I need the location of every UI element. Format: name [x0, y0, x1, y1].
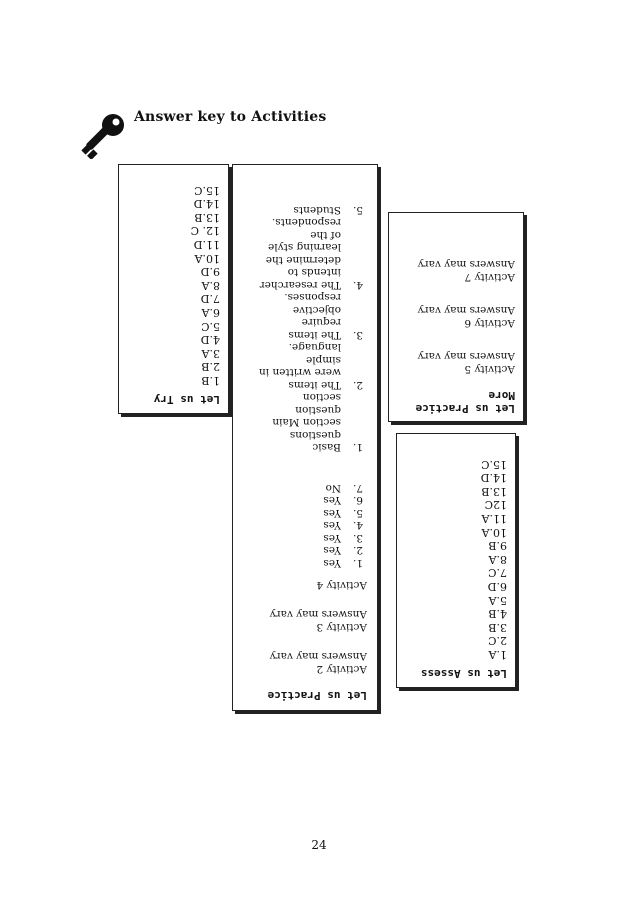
item-number: 3.: [352, 532, 363, 544]
answer-item: 11.A: [481, 512, 507, 526]
page-number: 24: [311, 838, 327, 852]
let-us-practice-heading: Let us Practice: [267, 689, 367, 702]
list-item: [239, 482, 363, 495]
let-us-assess-heading: Let us Assess: [420, 667, 507, 680]
answer-item: 13.B: [481, 484, 507, 498]
let-us-try-heading: Let us Try: [153, 393, 220, 406]
item-text: No: [325, 482, 341, 494]
answer-item: 9.B: [488, 539, 507, 553]
list-item: [239, 519, 363, 532]
item-text: Yes: [323, 494, 341, 507]
answer-item: 11.D: [193, 238, 220, 252]
let-us-practice-box: [232, 164, 378, 711]
answer-item: 12C: [484, 498, 507, 512]
list-item: [239, 532, 363, 545]
answer-item: 7.D: [200, 292, 220, 306]
activity-title: Activity 5: [464, 363, 515, 375]
answer-item: 6.A: [201, 306, 220, 320]
answer-item: 3.A: [201, 346, 220, 360]
item-number: 3.: [352, 329, 363, 341]
let-us-practice-more-box: [388, 212, 524, 422]
list-item: [239, 557, 363, 570]
answer-item: 3.B: [488, 620, 507, 634]
key-icon: [79, 113, 125, 159]
item-text: Yes: [323, 557, 341, 569]
answer-item: 14.D: [193, 197, 220, 211]
list-item: [239, 494, 363, 507]
activity-answer: Answers may vary: [417, 258, 515, 270]
activity-title: Activity 7: [464, 271, 515, 283]
let-us-assess-box: [396, 433, 516, 688]
list-item: [239, 544, 363, 557]
list-item: [259, 341, 363, 391]
list-item: [259, 291, 363, 341]
answer-item: 1.A: [488, 648, 507, 661]
answer-item: 8.A: [488, 552, 507, 566]
item-text: Students: [293, 204, 341, 216]
item-text: Basic questions section Main question section: [272, 391, 341, 454]
item-number: 4.: [352, 279, 363, 291]
activity-2-answer: Answers may vary: [269, 650, 367, 662]
answer-item: 4.B: [488, 607, 507, 621]
item-number: 1.: [352, 441, 363, 454]
item-number: 1.: [352, 557, 363, 569]
page-title: Answer key to Activities: [134, 109, 327, 125]
item-text: Yes: [323, 544, 341, 557]
activity-4-list: [239, 482, 367, 570]
list-item: [259, 216, 363, 291]
item-number: 6.: [352, 494, 363, 507]
answer-item: 15.C: [194, 183, 220, 197]
activity-answer: Answers may vary: [417, 350, 515, 362]
activity-answer: Answers may vary: [417, 304, 515, 316]
item-text: Yes: [323, 507, 341, 519]
answer-item: 1.B: [201, 374, 220, 387]
let-us-try-answers: [125, 183, 220, 387]
let-us-assess-answers: [403, 457, 507, 661]
item-text: The items require objective responses.: [284, 291, 341, 341]
answer-item: 10.A: [481, 525, 507, 539]
answer-item: 8.A: [201, 278, 220, 292]
activity-2-title: Activity 2: [316, 663, 367, 675]
list-item: [259, 204, 363, 217]
answer-item: 13.B: [194, 210, 220, 224]
answer-item: 2.B: [201, 360, 220, 374]
explanation-list: [259, 204, 367, 454]
list-item: [259, 391, 363, 454]
list-item: [239, 507, 363, 520]
item-number: 4.: [352, 519, 363, 532]
answer-item: 2.C: [488, 634, 507, 648]
answer-item: 7.C: [488, 566, 507, 580]
answer-item: 5.C: [201, 319, 220, 333]
practice-more-activities: [397, 257, 515, 375]
answer-item: 4.D: [200, 333, 220, 347]
let-us-try-box: [118, 164, 229, 414]
item-number: 5.: [352, 204, 363, 216]
activity-title: Activity 6: [464, 317, 515, 329]
item-number: 2.: [352, 379, 363, 391]
item-number: 2.: [352, 544, 363, 557]
activity-3-title: Activity 3: [316, 621, 367, 633]
item-text: Yes: [323, 519, 341, 532]
item-number: 5.: [352, 507, 363, 519]
item-text: The items were written in simple language.: [258, 341, 341, 391]
activity-4-title: Activity 4: [316, 579, 367, 591]
answer-item: 5.A: [488, 593, 507, 607]
item-number: 7.: [352, 482, 363, 494]
answer-item: 9.D: [200, 265, 220, 279]
answer-item: 6.D: [487, 580, 507, 594]
answer-item: 10.A: [194, 251, 220, 265]
item-text: The researcher intends to determine the learning style of the respondents.: [259, 216, 341, 291]
activity-3-answer: Answers may vary: [269, 608, 367, 620]
answer-item: 14.D: [480, 471, 507, 485]
item-text: Yes: [323, 532, 341, 544]
let-us-practice-more-heading: Let us Practice More: [415, 389, 515, 415]
answer-item: 12. C: [190, 224, 220, 238]
answer-item: 15.C: [481, 457, 507, 471]
